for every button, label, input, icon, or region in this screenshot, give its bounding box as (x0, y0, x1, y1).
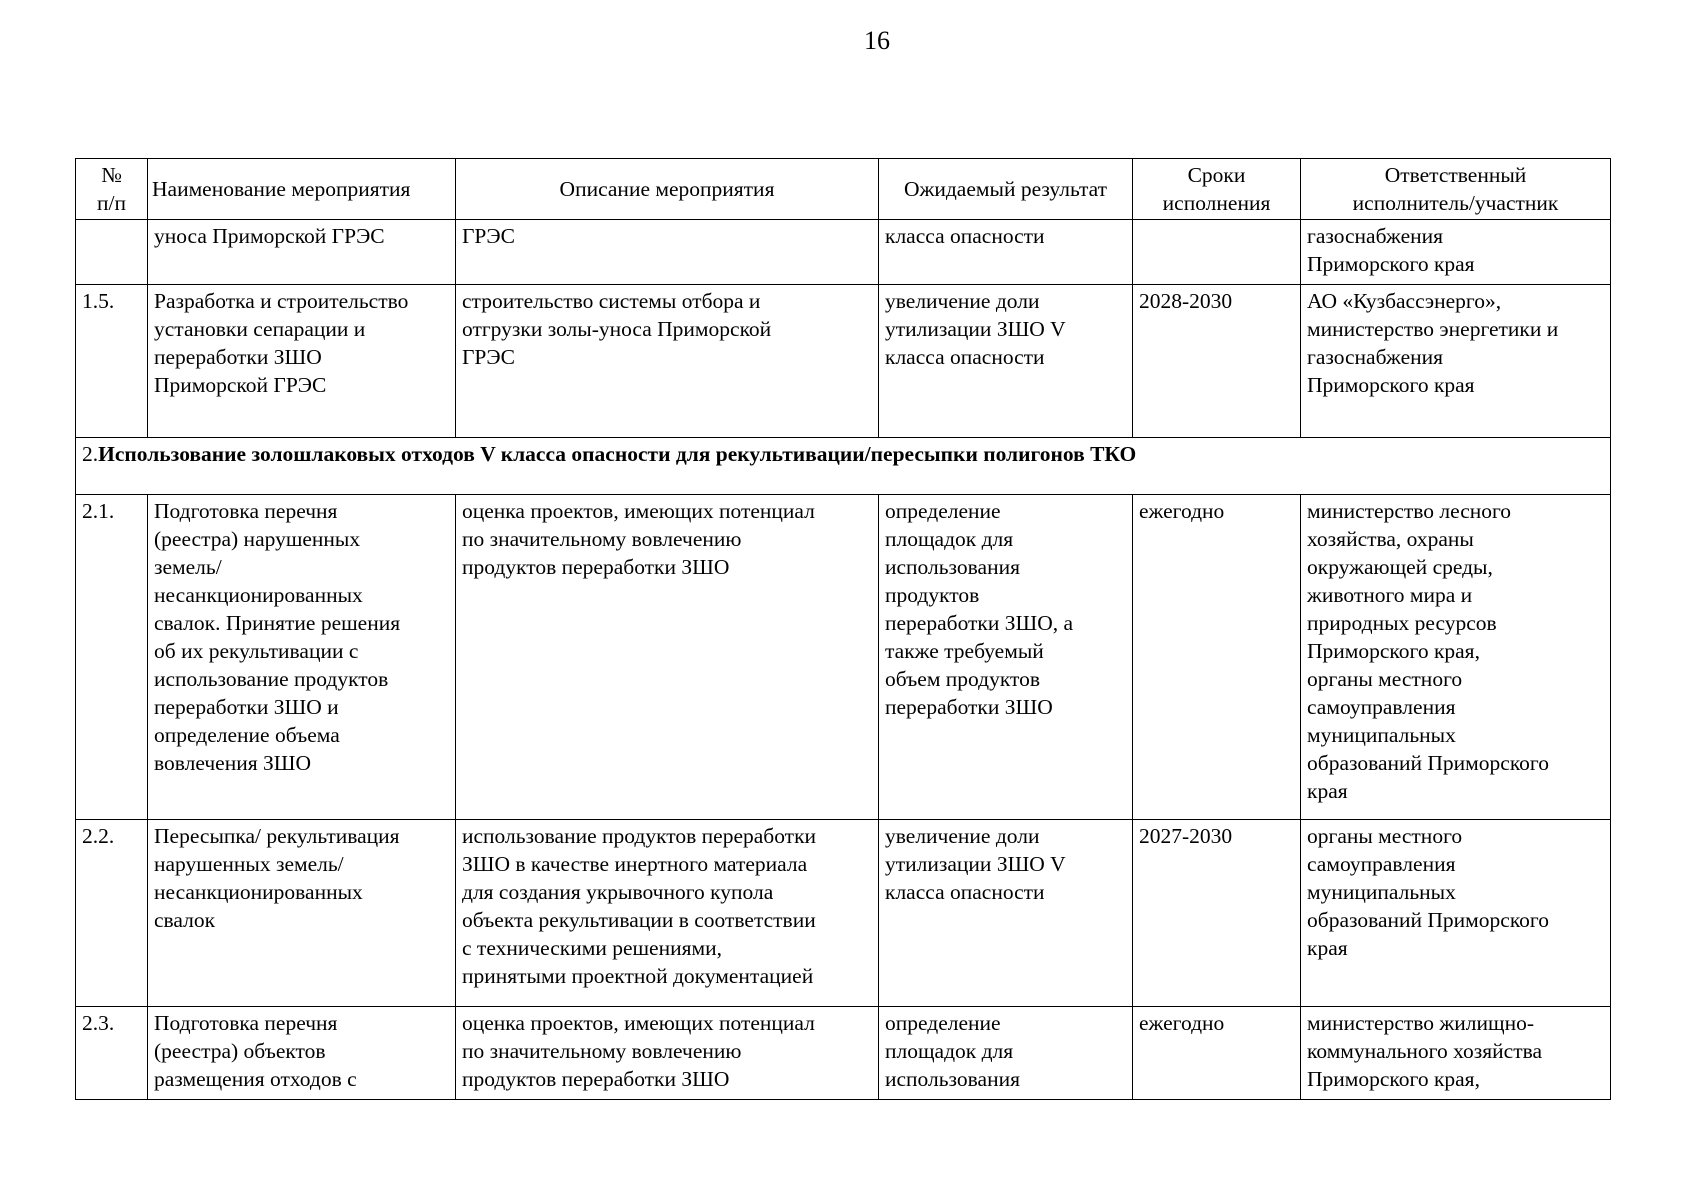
deadline: ежегодно (1133, 495, 1301, 820)
expected-result: увеличение доли утилизации ЗШО V класса опасности (879, 285, 1133, 438)
deadline: ежегодно (1133, 1007, 1301, 1100)
row-number: 2.1. (76, 495, 148, 820)
header-measure-name: Наименование мероприятия (148, 159, 456, 220)
measure-name: Пересыпка/ рекультивация нарушенных земель/ несанкционированных свалок (148, 820, 456, 1007)
section-title-text: Использование золошлаковых отходов V класса опасности для рекультивации/пересыпки полигонов ТКО (98, 442, 1137, 466)
header-measure-description: Описание мероприятия (456, 159, 879, 220)
header-expected-result: Ожидаемый результат (879, 159, 1133, 220)
row-number: 2.2. (76, 820, 148, 1007)
expected-result: увеличение доли утилизации ЗШО V класса опасности (879, 820, 1133, 1007)
row-number: 2.3. (76, 1007, 148, 1100)
measure-name: Разработка и строительство установки сепарации и переработки ЗШО Приморской ГРЭС (148, 285, 456, 438)
section-number: 2. (82, 442, 99, 466)
section-title (76, 438, 1611, 495)
expected-result: определение площадок для использования (879, 1007, 1133, 1100)
responsible: органы местного самоуправления муниципальных образований Приморского края (1301, 820, 1611, 1007)
deadline: 2028-2030 (1133, 285, 1301, 438)
responsible: министерство жилищно- коммунального хозяйства Приморского края, (1301, 1007, 1611, 1100)
measure-description: оценка проектов, имеющих потенциал по значительному вовлечению продуктов переработки ЗШО (456, 495, 879, 820)
deadline: 2027-2030 (1133, 820, 1301, 1007)
table-row (76, 495, 1611, 820)
row-number: 1.5. (76, 285, 148, 438)
responsible: министерство лесного хозяйства, охраны окружающей среды, животного мира и природных ресурсов Приморского края, органы местного самоуправления муниципальных образований Приморского края (1301, 495, 1611, 820)
measure-description: строительство системы отбора и отгрузки золы-уноса Приморской ГРЭС (456, 285, 879, 438)
deadline (1133, 220, 1301, 285)
expected-result: класса опасности (879, 220, 1133, 285)
table-header-row (76, 159, 1611, 220)
measure-description: использование продуктов переработки ЗШО в качестве инертного материала для создания укрывочного купола объекта рекультивации в соответствии с техническими решениями, принятыми проектной документацией (456, 820, 879, 1007)
measures-table (75, 158, 1611, 1100)
responsible: АО «Кузбассэнерго», министерство энергетики и газоснабжения Приморского края (1301, 285, 1611, 438)
header-responsible: Ответственный исполнитель/участник (1301, 159, 1611, 220)
table-row (76, 220, 1611, 285)
section-row (76, 438, 1611, 495)
row-number (76, 220, 148, 285)
measure-description: ГРЭС (456, 220, 879, 285)
measure-description: оценка проектов, имеющих потенциал по значительному вовлечению продуктов переработки ЗШО (456, 1007, 879, 1100)
measure-name: уноса Приморской ГРЭС (148, 220, 456, 285)
table-row (76, 285, 1611, 438)
measure-name: Подготовка перечня (реестра) нарушенных земель/ несанкционированных свалок. Принятие решения об их рекультивации с использование продуктов переработки ЗШО и определение объема вовлечения ЗШО (148, 495, 456, 820)
table-row (76, 820, 1611, 1007)
expected-result: определение площадок для использования продуктов переработки ЗШО, а также требуемый объем продуктов переработки ЗШО (879, 495, 1133, 820)
measure-name: Подготовка перечня (реестра) объектов размещения отходов с (148, 1007, 456, 1100)
header-deadline: Сроки исполнения (1133, 159, 1301, 220)
header-number: № п/п (76, 159, 148, 220)
responsible: газоснабжения Приморского края (1301, 220, 1611, 285)
table-row (76, 1007, 1611, 1100)
page-number: 16 (864, 26, 890, 55)
